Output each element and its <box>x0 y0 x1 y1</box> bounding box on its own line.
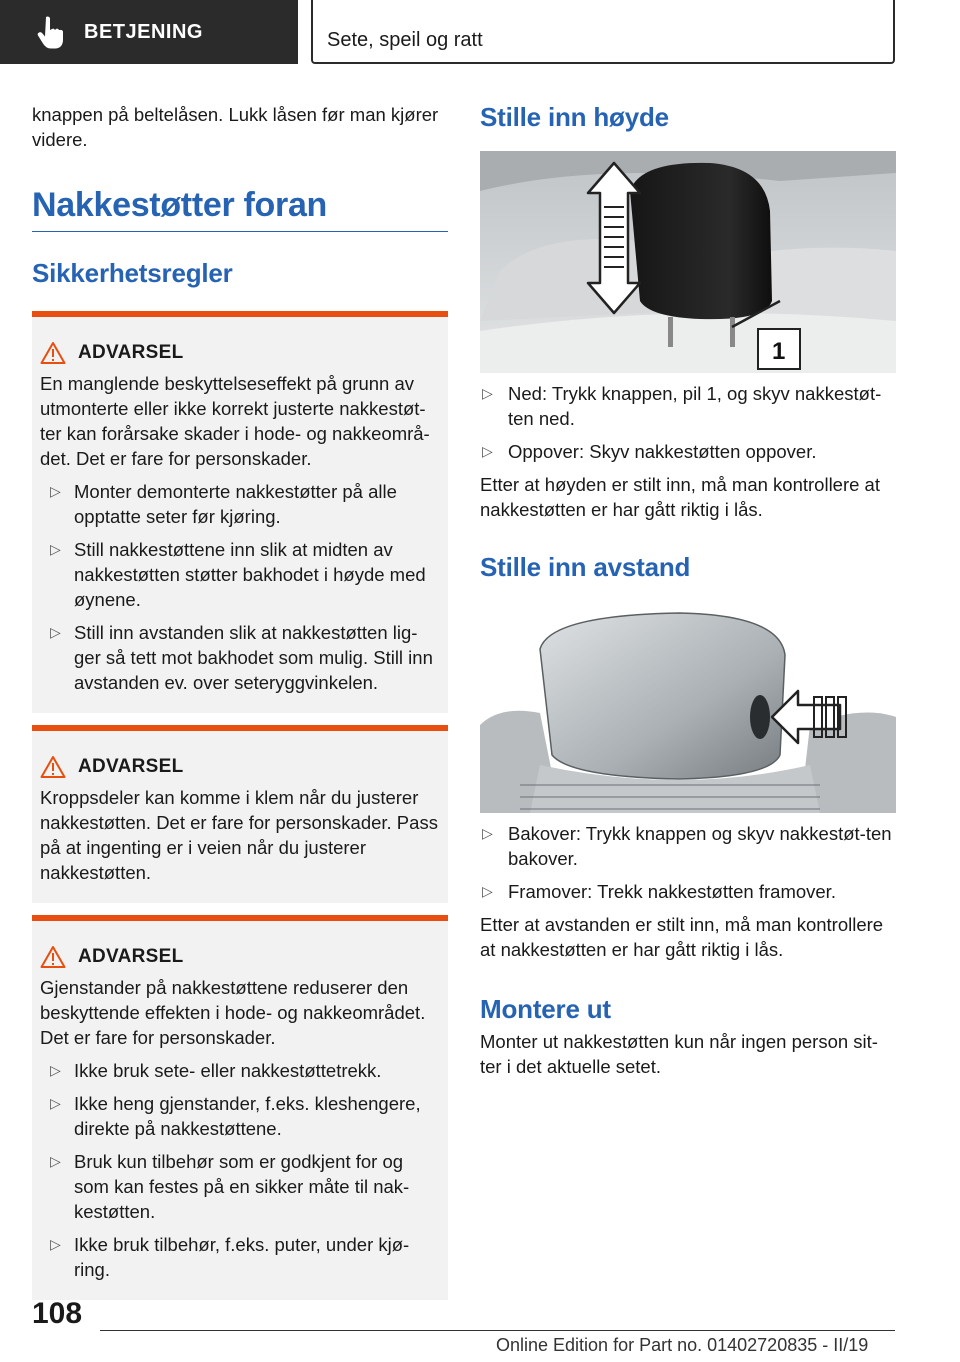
triangle-bullet-icon: ▷ <box>482 883 493 899</box>
headrest-distance-image <box>480 605 896 813</box>
footer-divider <box>100 1330 895 1331</box>
distance-paragraph: Etter at avstanden er stilt inn, må man kontrollere at nakkestøtten er har gått riktig i lås. <box>480 914 884 960</box>
headrest-height-image <box>480 151 896 373</box>
triangle-bullet-icon: ▷ <box>50 541 61 557</box>
list-item: ▷ Bruk kun tilbehør som er godkjent for og som kan festes på en sikker måte til nak-kestøtten. <box>50 1151 410 1222</box>
triangle-bullet-icon: ▷ <box>50 1236 61 1252</box>
chapter-tab-label: BETJENING <box>84 20 203 43</box>
triangle-bullet-icon: ▷ <box>482 385 493 401</box>
hand-pointer-icon <box>36 15 66 49</box>
warning-title: ADVARSEL <box>78 342 184 363</box>
warning-title-row <box>40 341 440 365</box>
distance-list <box>480 821 896 904</box>
triangle-bullet-icon: ▷ <box>50 1153 61 1169</box>
edition-note: Online Edition for Part no. 01402720835 - II/19 <box>496 1335 869 1355</box>
warning-triangle-icon <box>40 755 66 779</box>
section-header <box>311 0 895 64</box>
warning-list <box>40 1058 440 1282</box>
subsection-heading: Sikkerhetsregler <box>32 258 233 288</box>
warning-triangle-icon <box>40 945 66 969</box>
intro-paragraph: knappen på beltelåsen. Lukk låsen før man kjører videre. <box>32 104 439 150</box>
list-item: ▷ Still nakkestøttene inn slik at midten av nakkestøtten støtter bakhodet i høyde med øynene. <box>50 539 426 610</box>
triangle-bullet-icon: ▷ <box>50 1062 61 1078</box>
list-item: ▷ Bakover: Trykk knappen og skyv nakkestøt-ten bakover. <box>482 823 892 869</box>
warning-box <box>32 725 448 903</box>
list-item: ▷ Monter demonterte nakkestøtter på alle opptatte seter før kjøring. <box>50 481 397 527</box>
triangle-bullet-icon: ▷ <box>50 624 61 640</box>
right-column <box>480 102 896 1079</box>
list-item: ▷ Ikke bruk tilbehør, f.eks. puter, under kjø-ring. <box>50 1234 410 1280</box>
list-item: ▷ Oppover: Skyv nakkestøtten oppover. <box>482 441 817 462</box>
left-column <box>32 102 448 1300</box>
list-item: ▷ Framover: Trekk nakkestøtten framover. <box>482 881 836 902</box>
triangle-bullet-icon: ▷ <box>50 1095 61 1111</box>
distance-heading: Stille inn avstand <box>480 552 691 582</box>
warning-title-row <box>40 755 440 779</box>
chapter-tab[interactable] <box>0 0 298 64</box>
warning-box <box>32 915 448 1300</box>
warning-title: ADVARSEL <box>78 946 184 967</box>
warning-title: ADVARSEL <box>78 756 184 777</box>
height-paragraph: Etter at høyden er stilt inn, må man kontrollere at nakkestøtten er har gått riktig i lås. <box>480 474 880 520</box>
warning-list <box>40 479 440 695</box>
section-heading: Nakkestøtter foran <box>32 186 448 232</box>
remove-heading: Montere ut <box>480 994 611 1024</box>
section-title: Sete, speil og ratt <box>327 29 483 51</box>
warning-triangle-icon <box>40 341 66 365</box>
list-item: ▷ Ikke bruk sete- eller nakkestøttetrekk. <box>50 1060 382 1081</box>
list-item: ▷ Ikke heng gjenstander, f.eks. kleshengere, direkte på nakkestøttene. <box>50 1093 421 1139</box>
list-item: ▷ Ned: Trykk knappen, pil 1, og skyv nakkestøt-ten ned. <box>482 383 882 429</box>
height-heading: Stille inn høyde <box>480 102 669 132</box>
triangle-bullet-icon: ▷ <box>50 483 61 499</box>
headrest-distance-illustration <box>480 605 896 813</box>
warning-box <box>32 311 448 713</box>
remove-paragraph: Monter ut nakkestøtten kun når ingen person sit-ter i det aktuelle setet. <box>480 1031 878 1077</box>
page-number: 108 <box>32 1297 83 1330</box>
warning-text: Kroppsdeler kan komme i klem når du justerer nakkestøtten. Det er fare for personskader. Pass på at ingenting er i veien når du justerer nakkestøtten. <box>40 787 438 883</box>
list-item: ▷ Still inn avstanden slik at nakkestøtten lig-ger så tett mot bakhodet som mulig. Still inn avstanden ev. over seteryggvinkelen. <box>50 622 433 693</box>
height-list <box>480 381 896 464</box>
callout-number: 1 <box>772 338 786 365</box>
headrest-height-illustration <box>480 151 896 373</box>
warning-text: Gjenstander på nakkestøttene reduserer den beskyttende effekten i hode- og nakkeområdet. Det er fare for personskader. <box>40 977 426 1048</box>
warning-text: En manglende beskyttelseseffekt på grunn av utmonterte eller ikke korrekt justerte nakkestøt-ter kan forårsake skader i hode- og nakkeområ-det. Det er fare for personskader. <box>40 373 430 469</box>
warning-title-row <box>40 945 440 969</box>
triangle-bullet-icon: ▷ <box>482 825 493 841</box>
triangle-bullet-icon: ▷ <box>482 443 493 459</box>
